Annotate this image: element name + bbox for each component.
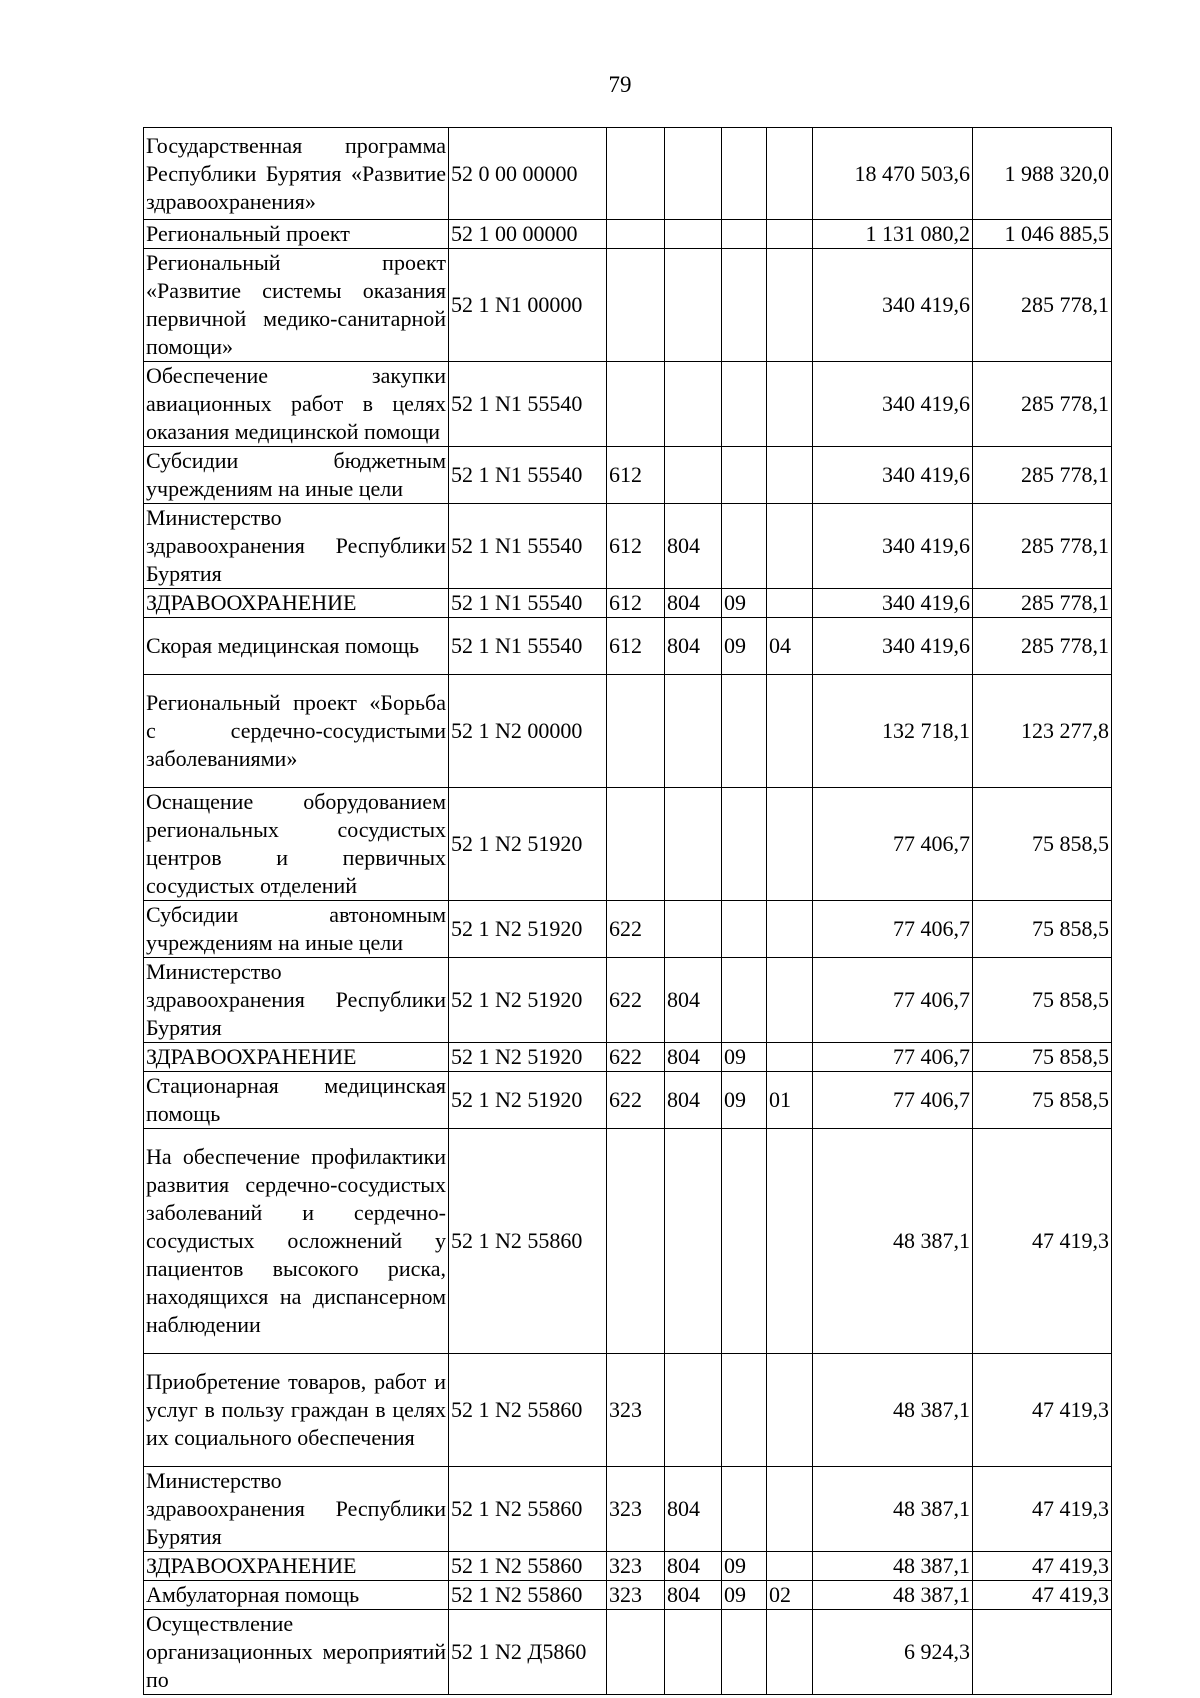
row-vr <box>607 1129 665 1354</box>
table-row <box>144 1072 1112 1129</box>
row-rz <box>722 362 767 447</box>
table-row <box>144 128 1112 220</box>
row-sum-1: 132 718,1 <box>813 675 973 788</box>
row-name: Осуществление организационных мероприятий по <box>144 1610 449 1695</box>
row-rz <box>722 1129 767 1354</box>
row-vr: 612 <box>607 447 665 504</box>
row-vr <box>607 128 665 220</box>
table-row <box>144 1610 1112 1695</box>
row-vr <box>607 675 665 788</box>
row-rz: 09 <box>722 1581 767 1610</box>
row-pr <box>767 447 813 504</box>
row-sum-2: 285 778,1 <box>973 589 1112 618</box>
row-rz <box>722 675 767 788</box>
row-code: 52 1 N2 55860 <box>449 1354 607 1467</box>
row-sum-1: 77 406,7 <box>813 1072 973 1129</box>
row-pr: 02 <box>767 1581 813 1610</box>
row-sum-2: 285 778,1 <box>973 249 1112 362</box>
row-vr <box>607 362 665 447</box>
row-ved: 804 <box>665 1467 722 1552</box>
row-vr: 612 <box>607 589 665 618</box>
row-vr: 622 <box>607 901 665 958</box>
table-row <box>144 1581 1112 1610</box>
row-sum-1: 77 406,7 <box>813 788 973 901</box>
row-code: 52 1 N2 55860 <box>449 1581 607 1610</box>
row-ved <box>665 220 722 249</box>
row-code: 52 1 N2 55860 <box>449 1552 607 1581</box>
row-vr: 612 <box>607 618 665 675</box>
row-pr <box>767 589 813 618</box>
row-vr: 622 <box>607 1043 665 1072</box>
table-row <box>144 1467 1112 1552</box>
row-pr <box>767 249 813 362</box>
row-ved <box>665 1354 722 1467</box>
row-sum-1: 340 419,6 <box>813 447 973 504</box>
row-name: ЗДРАВООХРАНЕНИЕ <box>144 589 449 618</box>
row-sum-2: 285 778,1 <box>973 618 1112 675</box>
row-name: Приобретение товаров, работ и услуг в пользу граждан в целях их социального обеспечения <box>144 1354 449 1467</box>
row-ved: 804 <box>665 1043 722 1072</box>
row-ved <box>665 447 722 504</box>
row-sum-1: 48 387,1 <box>813 1354 973 1467</box>
row-rz <box>722 128 767 220</box>
row-pr <box>767 1552 813 1581</box>
row-sum-1: 48 387,1 <box>813 1467 973 1552</box>
row-code: 52 1 N1 00000 <box>449 249 607 362</box>
table-row <box>144 1129 1112 1354</box>
row-sum-2: 123 277,8 <box>973 675 1112 788</box>
row-code: 52 0 00 00000 <box>449 128 607 220</box>
row-rz: 09 <box>722 589 767 618</box>
table-row <box>144 901 1112 958</box>
row-name: На обеспечение профилактики развития сердечно-сосудистых заболеваний и сердечно-сосудистых осложнений у пациентов высокого риска, находящихся на диспансерном наблюдении <box>144 1129 449 1354</box>
row-rz <box>722 1610 767 1695</box>
row-sum-2: 75 858,5 <box>973 901 1112 958</box>
row-sum-2: 285 778,1 <box>973 504 1112 589</box>
row-sum-1: 18 470 503,6 <box>813 128 973 220</box>
row-pr <box>767 675 813 788</box>
row-pr <box>767 220 813 249</box>
table-row <box>144 1354 1112 1467</box>
row-pr <box>767 504 813 589</box>
row-code: 52 1 N1 55540 <box>449 447 607 504</box>
row-ved <box>665 788 722 901</box>
row-rz: 09 <box>722 1072 767 1129</box>
row-code: 52 1 N2 51920 <box>449 958 607 1043</box>
row-sum-2: 75 858,5 <box>973 1072 1112 1129</box>
row-name: Региональный проект <box>144 220 449 249</box>
row-name: Обеспечение закупки авиационных работ в целях оказания медицинской помощи <box>144 362 449 447</box>
row-pr <box>767 128 813 220</box>
row-vr: 323 <box>607 1552 665 1581</box>
row-sum-1: 340 419,6 <box>813 504 973 589</box>
row-code: 52 1 N2 51920 <box>449 1043 607 1072</box>
row-sum-1: 48 387,1 <box>813 1552 973 1581</box>
row-code: 52 1 N2 Д5860 <box>449 1610 607 1695</box>
row-name: Стационарная медицинская помощь <box>144 1072 449 1129</box>
row-ved <box>665 1610 722 1695</box>
table-row <box>144 1043 1112 1072</box>
row-sum-1: 77 406,7 <box>813 901 973 958</box>
row-rz <box>722 504 767 589</box>
row-pr <box>767 1354 813 1467</box>
row-vr <box>607 249 665 362</box>
row-name: Субсидии бюджетным учреждениям на иные цели <box>144 447 449 504</box>
row-pr <box>767 1610 813 1695</box>
row-pr: 01 <box>767 1072 813 1129</box>
row-name: Субсидии автономным учреждениям на иные цели <box>144 901 449 958</box>
row-ved: 804 <box>665 504 722 589</box>
row-sum-1: 340 419,6 <box>813 362 973 447</box>
page-number: 79 <box>608 72 632 97</box>
row-rz: 09 <box>722 1552 767 1581</box>
row-pr <box>767 362 813 447</box>
row-sum-1: 1 131 080,2 <box>813 220 973 249</box>
row-vr <box>607 1610 665 1695</box>
row-name: Региональный проект «Развитие системы оказания первичной медико-санитарной помощи» <box>144 249 449 362</box>
row-ved <box>665 901 722 958</box>
row-name: Скорая медицинская помощь <box>144 618 449 675</box>
table-row <box>144 504 1112 589</box>
row-pr <box>767 901 813 958</box>
row-rz: 09 <box>722 1043 767 1072</box>
row-sum-2: 47 419,3 <box>973 1467 1112 1552</box>
row-rz <box>722 447 767 504</box>
row-ved: 804 <box>665 1072 722 1129</box>
row-code: 52 1 N1 55540 <box>449 618 607 675</box>
table-row <box>144 675 1112 788</box>
row-ved <box>665 128 722 220</box>
row-code: 52 1 N2 51920 <box>449 901 607 958</box>
row-vr: 323 <box>607 1467 665 1552</box>
row-ved: 804 <box>665 1581 722 1610</box>
row-sum-1: 77 406,7 <box>813 958 973 1043</box>
row-vr: 622 <box>607 1072 665 1129</box>
row-ved: 804 <box>665 618 722 675</box>
row-sum-2: 1 988 320,0 <box>973 128 1112 220</box>
row-sum-2: 285 778,1 <box>973 447 1112 504</box>
row-sum-2: 75 858,5 <box>973 788 1112 901</box>
row-vr: 323 <box>607 1354 665 1467</box>
row-sum-1: 77 406,7 <box>813 1043 973 1072</box>
table-row <box>144 618 1112 675</box>
row-pr <box>767 1467 813 1552</box>
row-pr <box>767 788 813 901</box>
row-code: 52 1 N2 51920 <box>449 788 607 901</box>
row-name: Министерство здравоохранения Республики Бурятия <box>144 504 449 589</box>
row-sum-1: 48 387,1 <box>813 1129 973 1354</box>
row-rz: 09 <box>722 618 767 675</box>
row-sum-2: 1 046 885,5 <box>973 220 1112 249</box>
row-ved: 804 <box>665 958 722 1043</box>
row-ved <box>665 1129 722 1354</box>
row-sum-2 <box>973 1610 1112 1695</box>
row-rz <box>722 788 767 901</box>
row-name: Государственная программа Республики Бурятия «Развитие здравоохранения» <box>144 128 449 220</box>
row-vr: 622 <box>607 958 665 1043</box>
row-sum-2: 285 778,1 <box>973 362 1112 447</box>
table-row <box>144 447 1112 504</box>
row-name: ЗДРАВООХРАНЕНИЕ <box>144 1043 449 1072</box>
table-row <box>144 1552 1112 1581</box>
row-sum-2: 47 419,3 <box>973 1129 1112 1354</box>
row-vr <box>607 788 665 901</box>
table-row <box>144 958 1112 1043</box>
row-rz <box>722 249 767 362</box>
row-name: Амбулаторная помощь <box>144 1581 449 1610</box>
table-row <box>144 362 1112 447</box>
row-sum-1: 340 419,6 <box>813 589 973 618</box>
row-code: 52 1 00 00000 <box>449 220 607 249</box>
row-code: 52 1 N2 55860 <box>449 1467 607 1552</box>
row-pr: 04 <box>767 618 813 675</box>
row-sum-2: 47 419,3 <box>973 1552 1112 1581</box>
row-sum-1: 6 924,3 <box>813 1610 973 1695</box>
row-rz <box>722 958 767 1043</box>
budget-table <box>143 127 1112 1695</box>
table-row <box>144 589 1112 618</box>
row-ved <box>665 675 722 788</box>
row-sum-2: 75 858,5 <box>973 1043 1112 1072</box>
row-ved <box>665 362 722 447</box>
row-rz <box>722 1467 767 1552</box>
row-rz <box>722 1354 767 1467</box>
row-vr <box>607 220 665 249</box>
row-sum-1: 340 419,6 <box>813 249 973 362</box>
row-pr <box>767 1043 813 1072</box>
row-rz <box>722 901 767 958</box>
row-ved: 804 <box>665 1552 722 1581</box>
row-sum-2: 47 419,3 <box>973 1354 1112 1467</box>
row-code: 52 1 N1 55540 <box>449 504 607 589</box>
row-code: 52 1 N2 51920 <box>449 1072 607 1129</box>
row-sum-1: 340 419,6 <box>813 618 973 675</box>
row-ved: 804 <box>665 589 722 618</box>
row-vr: 323 <box>607 1581 665 1610</box>
row-name: Министерство здравоохранения Республики Бурятия <box>144 958 449 1043</box>
row-ved <box>665 249 722 362</box>
row-sum-2: 47 419,3 <box>973 1581 1112 1610</box>
table-row <box>144 220 1112 249</box>
row-sum-2: 75 858,5 <box>973 958 1112 1043</box>
row-pr <box>767 1129 813 1354</box>
row-name: Оснащение оборудованием региональных сосудистых центров и первичных сосудистых отделений <box>144 788 449 901</box>
row-name: Министерство здравоохранения Республики Бурятия <box>144 1467 449 1552</box>
row-name: Региональный проект «Борьба с сердечно-сосудистыми заболеваниями» <box>144 675 449 788</box>
table-row <box>144 788 1112 901</box>
row-pr <box>767 958 813 1043</box>
row-code: 52 1 N2 00000 <box>449 675 607 788</box>
row-code: 52 1 N1 55540 <box>449 362 607 447</box>
row-rz <box>722 220 767 249</box>
row-name: ЗДРАВООХРАНЕНИЕ <box>144 1552 449 1581</box>
table-row <box>144 249 1112 362</box>
row-code: 52 1 N1 55540 <box>449 589 607 618</box>
row-vr: 612 <box>607 504 665 589</box>
row-sum-1: 48 387,1 <box>813 1581 973 1610</box>
row-code: 52 1 N2 55860 <box>449 1129 607 1354</box>
